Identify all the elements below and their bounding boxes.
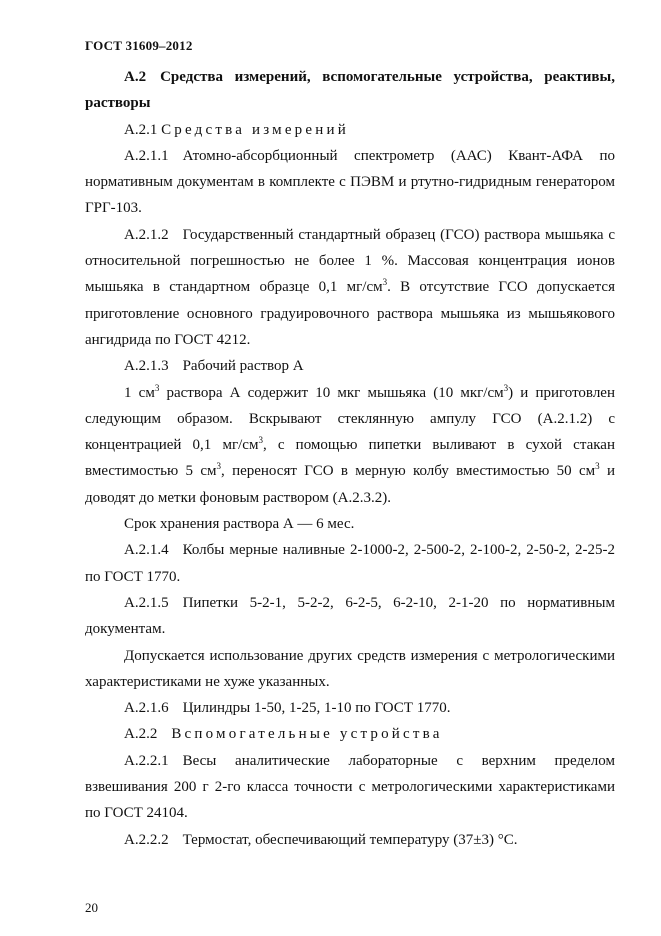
text-run: и доводят до метки фоновым раствором (А.2.3.2). <box>85 463 615 506</box>
subsection-number: А.2.1 <box>124 121 158 138</box>
paragraph-storage: Срок хранения раствора А — 6 мес. <box>124 516 355 533</box>
clause-text: Весы аналитические лабораторные с верхним пределом взвешивания 200 г 2-го класса точности с метрологическими характеристиками по ГОСТ 24104. <box>85 752 615 822</box>
clause-number: А.2.1.3 <box>124 358 169 375</box>
section-heading <box>85 64 615 117</box>
paragraph-a215 <box>85 590 615 643</box>
paragraph-allowed: Допускается использование других средств измерения с метрологическими характеристиками не хуже указанных. <box>85 647 615 690</box>
clause-number: А.2.1.2 <box>124 226 169 243</box>
text-run: раствора А содержит 10 мкг мышьяка (10 мкг/см <box>159 384 504 401</box>
clause-text: Колбы мерные наливные 2-1000-2, 2-500-2, 2-100-2, 2-50-2, 2-25-2 по ГОСТ 1770. <box>85 542 615 585</box>
superscript: 3 <box>595 461 600 472</box>
paragraph-a213 <box>85 353 615 379</box>
clause-text: Термостат, обеспечивающий температуру (37±3) °С. <box>182 831 518 848</box>
clause-number: А.2.1.5 <box>124 594 169 611</box>
clause-text: Рабочий раствор А <box>182 358 304 375</box>
text-run: , переносят ГСО в мерную колбу вместимостью 50 см <box>221 463 596 480</box>
superscript: 3 <box>503 382 509 393</box>
subsection-title: Вспомогательные устройства <box>171 726 443 743</box>
subsection-heading-auxiliary <box>85 721 615 747</box>
paragraph-a221 <box>85 748 615 827</box>
clause-number: А.2.1.1 <box>124 147 169 164</box>
clause-number: А.2.2.1 <box>124 752 169 769</box>
text-run: ) и приготовлен следующим образом. Вскрывают стеклянную ампулу ГСО (А.2.1.2) с концентрацией 0,1 мг/см <box>85 384 615 454</box>
subsection-title: Средства измерений <box>161 121 349 138</box>
clause-number: А.2.1.4 <box>124 542 169 559</box>
clause-text: Пипетки 5-2-1, 5-2-2, 6-2-5, 6-2-10, 2-1-20 по нормативным документам. <box>85 594 615 638</box>
paragraph-a214 <box>85 537 615 590</box>
standard-header: ГОСТ 31609–2012 <box>85 38 193 53</box>
page-number: 20 <box>85 900 98 915</box>
clause-text: . В отсутствие ГСО допускается приготовление основного градуировочного раствора мышьяка из мышьякового ангидрида по ГОСТ 4212. <box>85 279 615 348</box>
text-run: 1 см <box>124 384 155 401</box>
clause-text: Государственный стандартный образец (ГСО) раствора мышьяка с относительной погрешностью не более 1 %. Массовая концентрация ионов мышьяка в стандартном образце 0,1 мг/см <box>85 226 615 296</box>
clause-number: А.2.1.6 <box>124 700 169 717</box>
document-body <box>85 64 615 853</box>
clause-text: Атомно-абсорбционный спектрометр (ААС) Квант-АФА по нормативным документам в комплекте с ПЭВМ и ртутно-гидридным генератором ГРГ-103. <box>85 147 615 217</box>
subsection-heading-measuring <box>85 117 615 143</box>
superscript: 3 <box>216 461 221 472</box>
clause-text: Цилиндры 1-50, 1-25, 1-10 по ГОСТ 1770. <box>182 700 451 717</box>
paragraph-a222 <box>85 827 615 853</box>
paragraph-working-solution <box>85 380 615 511</box>
text-run: , с помощью пипетки выливают в сухой стакан вместимостью 5 см <box>85 437 615 480</box>
paragraph-a211 <box>85 143 615 222</box>
superscript: 3 <box>382 277 388 288</box>
clause-number: А.2.2.2 <box>124 831 169 848</box>
subsection-number: А.2.2 <box>124 726 158 743</box>
paragraph-a216 <box>85 695 615 721</box>
section-number: А.2 <box>124 69 147 85</box>
superscript: 3 <box>154 382 160 393</box>
section-title: Средства измерений, вспомогательные устройства, реактивы, растворы <box>85 69 615 112</box>
paragraph-a212 <box>85 222 615 353</box>
superscript: 3 <box>258 435 263 446</box>
